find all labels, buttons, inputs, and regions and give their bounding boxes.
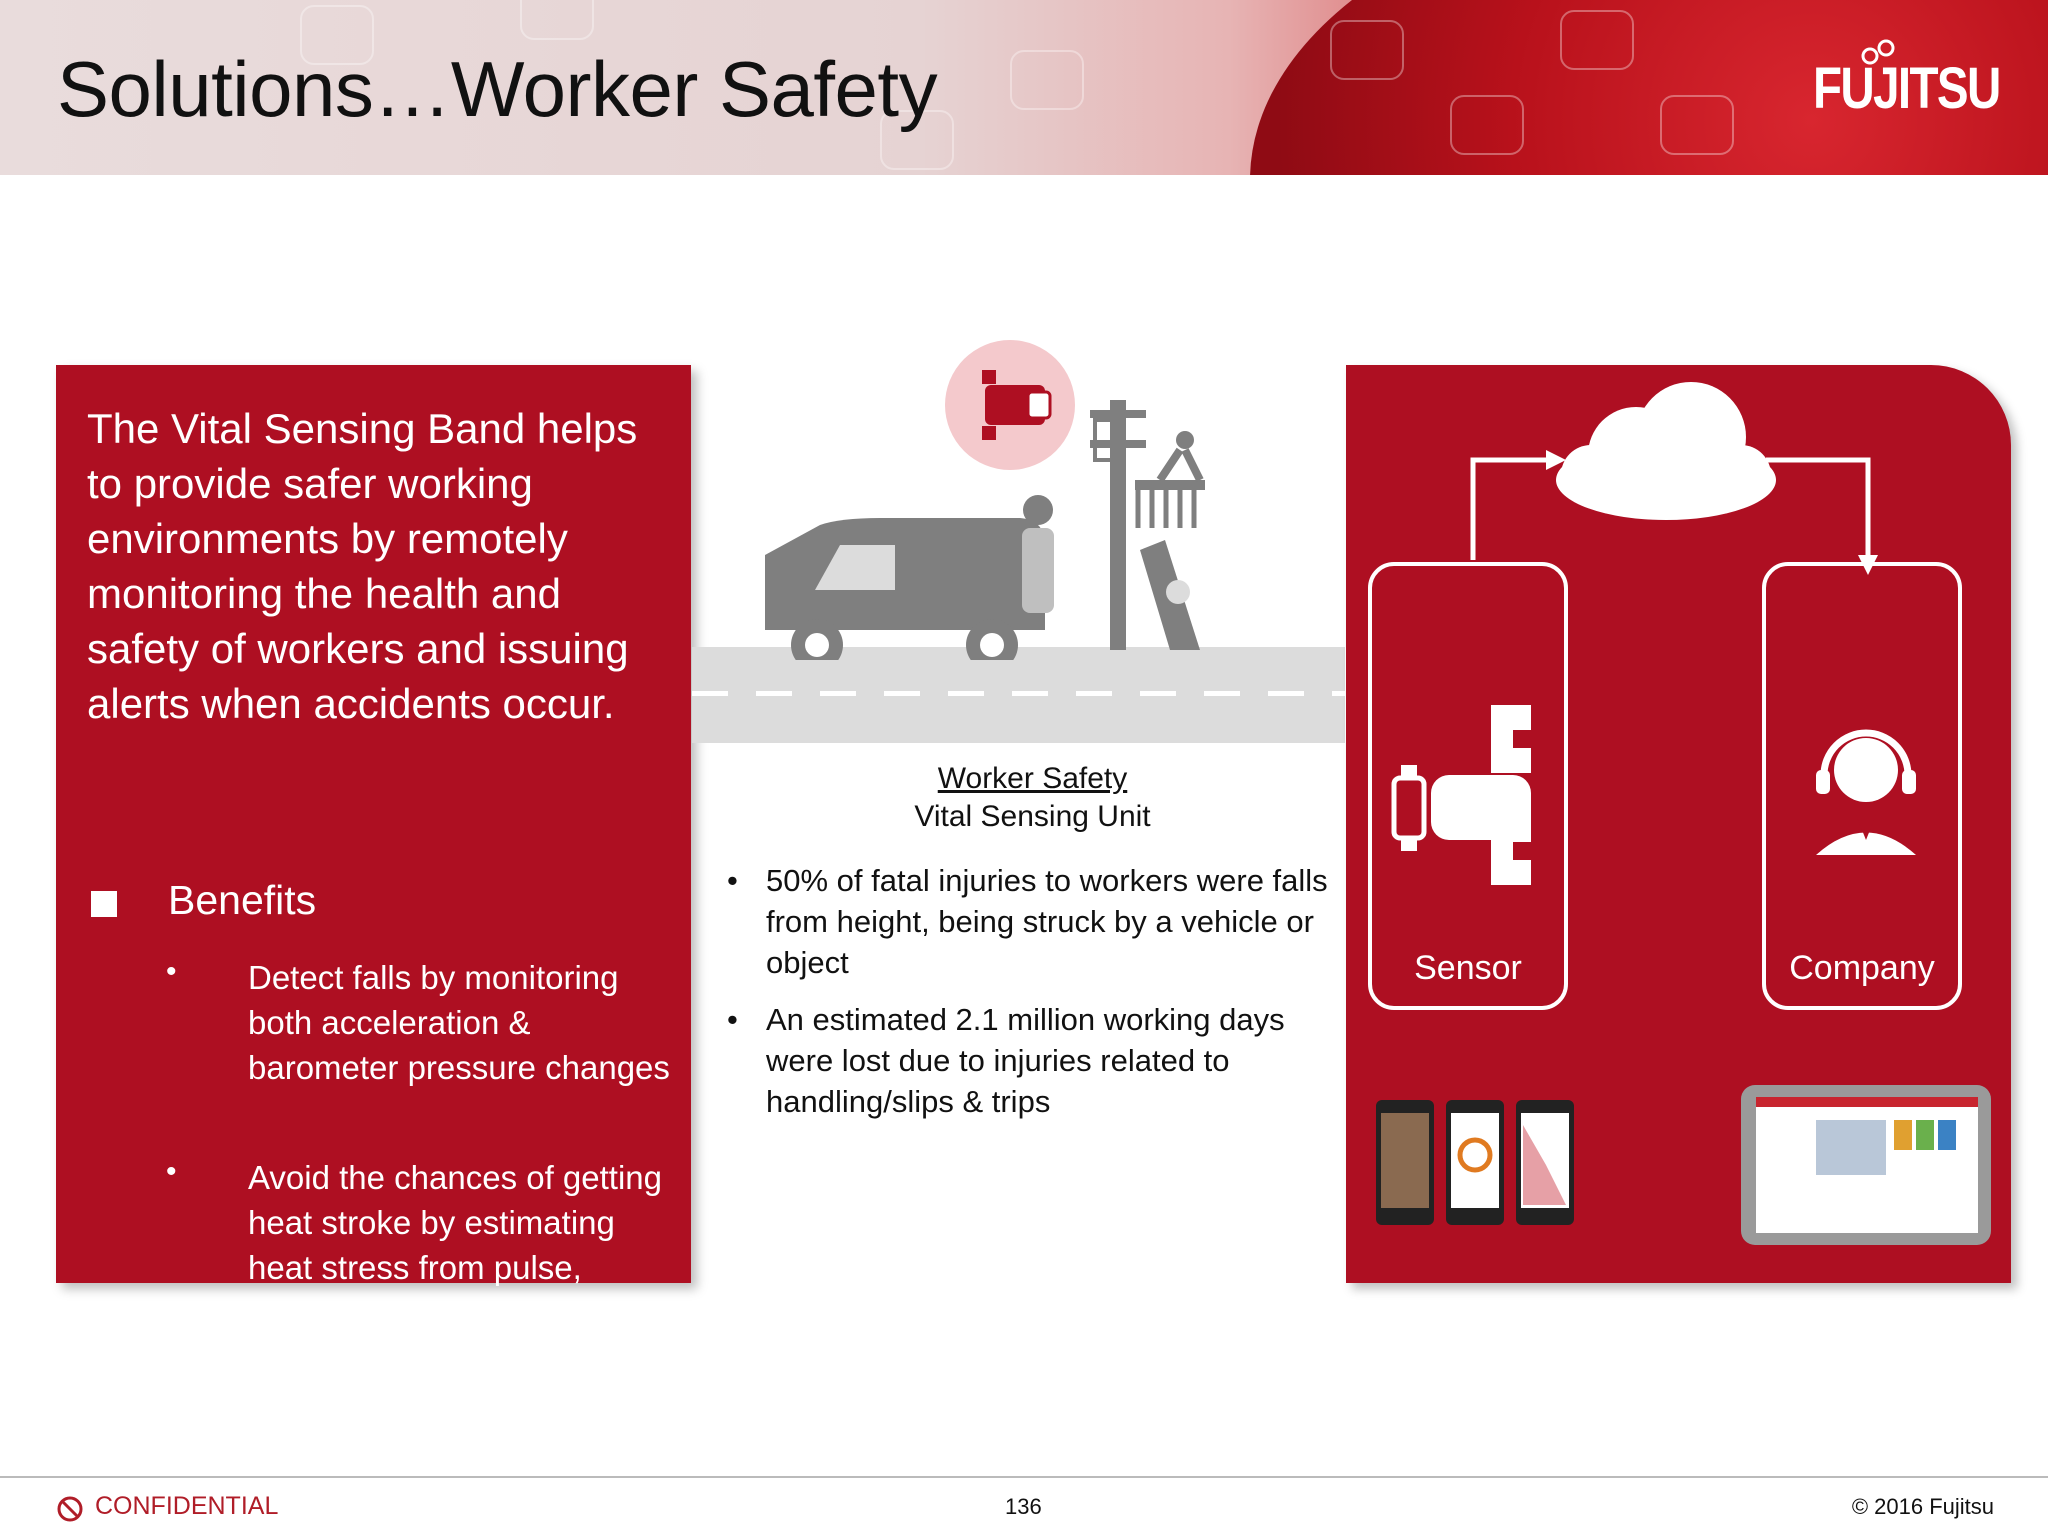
worker-scene-illustration <box>760 340 1240 660</box>
copyright: © 2016 Fujitsu <box>1851 1494 1994 1519</box>
slide-title: Solutions…Worker Safety <box>57 45 938 133</box>
van-icon <box>765 518 1045 630</box>
benefit-item: Detect falls by monitoring both acceleration & barometer pressure changes <box>248 959 670 1086</box>
intro-text: The Vital Sensing Band helps to provide safer working environments by remotely monitoring the health and safety of workers and issuing alerts when accidents occur. <box>87 405 638 727</box>
road-illustration <box>692 647 1345 743</box>
upload-arrow <box>1473 460 1551 560</box>
bullet-icon: • <box>166 1155 177 1188</box>
intro-panel <box>56 365 691 1286</box>
download-arrow <box>1766 460 1868 560</box>
hex-pattern <box>1660 95 1734 155</box>
confidential-icon <box>56 1494 84 1524</box>
hex-pattern <box>1010 50 1084 110</box>
company-card <box>1762 562 1962 1010</box>
bullet-icon: • <box>727 1002 738 1037</box>
vital-sensing-subheading: Vital Sensing Unit <box>914 800 1151 833</box>
hex-pattern <box>1560 10 1634 70</box>
sensor-label: Sensor <box>1414 949 1522 987</box>
cloud-icon <box>1556 382 1776 520</box>
statistic-item: • 50% of fatal injuries to workers were falls from height, being struck by a vehicle or object <box>722 860 1342 983</box>
square-bullet-icon <box>91 891 117 917</box>
page-number: 136 <box>1005 1494 1042 1519</box>
hex-pattern <box>1330 20 1404 80</box>
hex-pattern <box>520 0 594 40</box>
fujitsu-logo: FUJITSU <box>1813 56 2000 121</box>
bullet-icon: • <box>727 863 738 898</box>
worker-icon <box>1023 495 1053 525</box>
worker-safety-heading: Worker Safety <box>937 762 1128 795</box>
system-diagram-panel <box>1346 365 2011 1283</box>
bucket-lift-icon <box>1135 480 1205 490</box>
statistics-list <box>722 860 1342 1138</box>
confidential-label: CONFIDENTIAL <box>95 1492 279 1520</box>
smartphone-screens <box>1376 1100 1574 1225</box>
sensor-card <box>1368 562 1568 1010</box>
bullet-icon: • <box>166 955 177 988</box>
statistic-item: • An estimated 2.1 million working days were lost due to injuries related to handling/slips & trips <box>722 999 1342 1122</box>
company-label: Company <box>1789 949 1935 987</box>
tablet-dashboard-screen <box>1741 1085 1991 1245</box>
road-dashes <box>692 691 1345 696</box>
benefits-heading: Benefits <box>168 877 317 923</box>
footer-divider <box>0 1476 2048 1478</box>
hex-pattern <box>1450 95 1524 155</box>
benefit-item: Avoid the chances of getting heat stroke by estimating heat stress from pulse, <box>248 1159 663 1286</box>
